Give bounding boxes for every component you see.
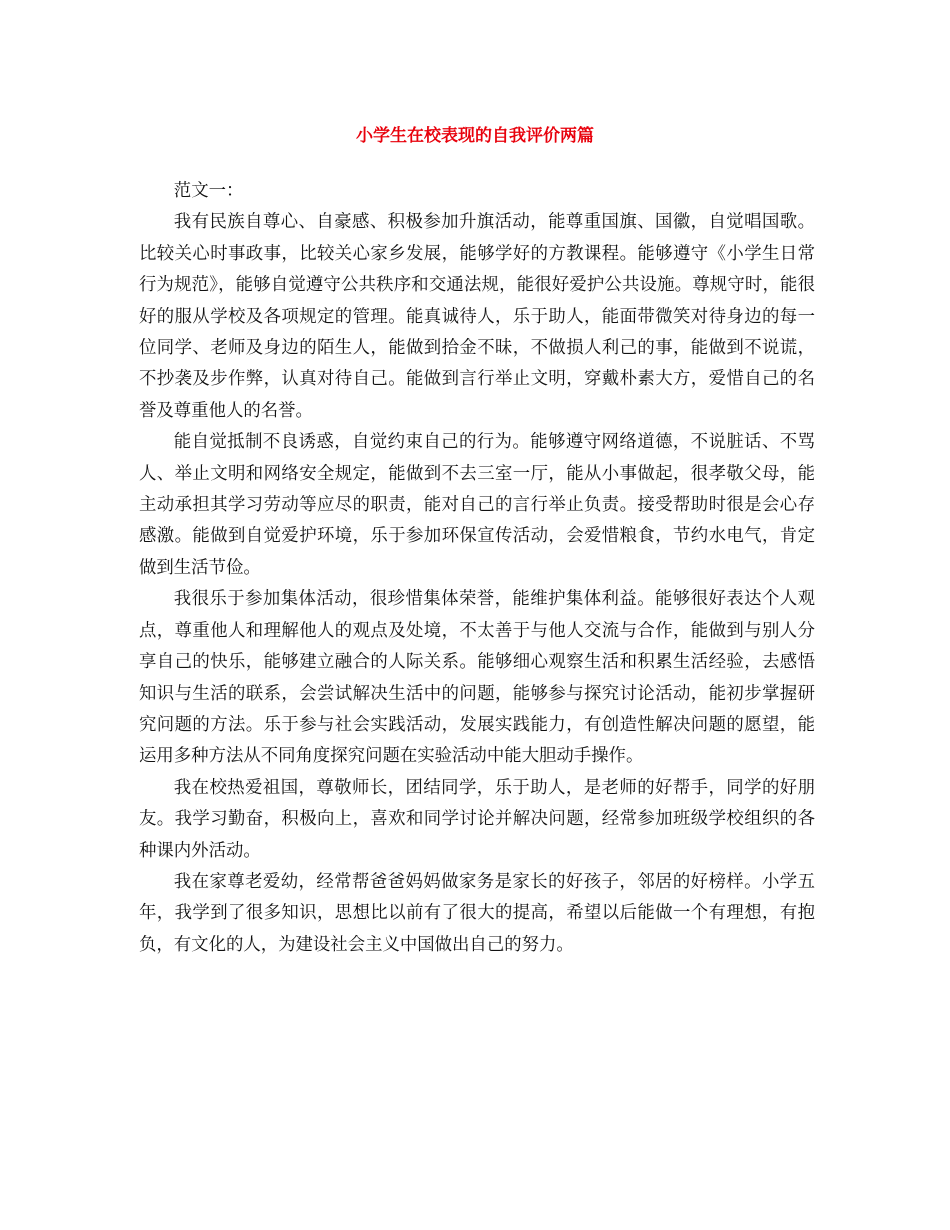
paragraph-1: 我有民族自尊心、自豪感、积极参加升旗活动，能尊重国旗、国徽，自觉唱国歌。比较关心时事政事，比较关心家乡发展，能够学好的方教课程。能够遵守《小学生日常行为规范》，能够自觉遵守公共秩序和交通法规，能很好爱护公共设施。尊规守时，能很好的服从学校及各项规定的管理。能真诚待人，乐于助人，能面带微笑对待身边的每一位同学、老师及身边的陌生人，能做到拾金不昧，不做损人利己的事，能做到不说谎，不抄袭及步作弊，认真对待自己。能做到言行举止文明，穿戴朴素大方，爱惜自己的名誉及尊重他人的名誉。	[139, 212, 815, 421]
paragraph-3: 我很乐于参加集体活动，很珍惜集体荣誉，能维护集体利益。能够很好表达个人观点，尊重他人和理解他人的观点及处境，不太善于与他人交流与合作，能做到与别人分享自己的快乐，能够建立融合的人际关系。能够细心观察生活和积累生活经验，去感悟知识与生活的联系，会尝试解决生活中的问题，能够参与探究讨论活动，能初步掌握研究问题的方法。乐于参与社会实践活动，发展实践能力，有创造性解决问题的愿望，能运用多种方法从不同角度探究问题在实验活动中能大胆动手操作。	[139, 589, 815, 767]
paragraph-2: 能自觉抵制不良诱惑，自觉约束自己的行为。能够遵守网络道德，不说脏话、不骂人、举止文明和网络安全规定，能做到不去三室一厅，能从小事做起，很孝敬父母，能主动承担其学习劳动等应尽的职责，能对自己的言行举止负责。接受帮助时很是会心存感激。能做到自觉爱护环境，乐于参加环保宣传活动，会爱惜粮食，节约水电气，肯定做到生活节俭。	[139, 432, 815, 578]
document-title: 小学生在校表现的自我评价两篇	[356, 126, 594, 146]
section-label: 范文一：	[173, 181, 244, 201]
paragraph-4: 我在校热爱祖国，尊敬师长，团结同学，乐于助人，是老师的好帮手，同学的好朋友。我学习勤奋，积极向上，喜欢和同学讨论并解决问题，经常参加班级学校组织的各种课内外活动。	[139, 777, 815, 861]
paragraph-5: 我在家尊老爱幼，经常帮爸爸妈妈做家务是家长的好孩子，邻居的好榜样。小学五年，我学到了很多知识，思想比以前有了很大的提高，希望以后能做一个有理想，有抱负，有文化的人，为建设社会主义中国做出自己的努力。	[139, 871, 815, 955]
document-body	[139, 176, 815, 961]
